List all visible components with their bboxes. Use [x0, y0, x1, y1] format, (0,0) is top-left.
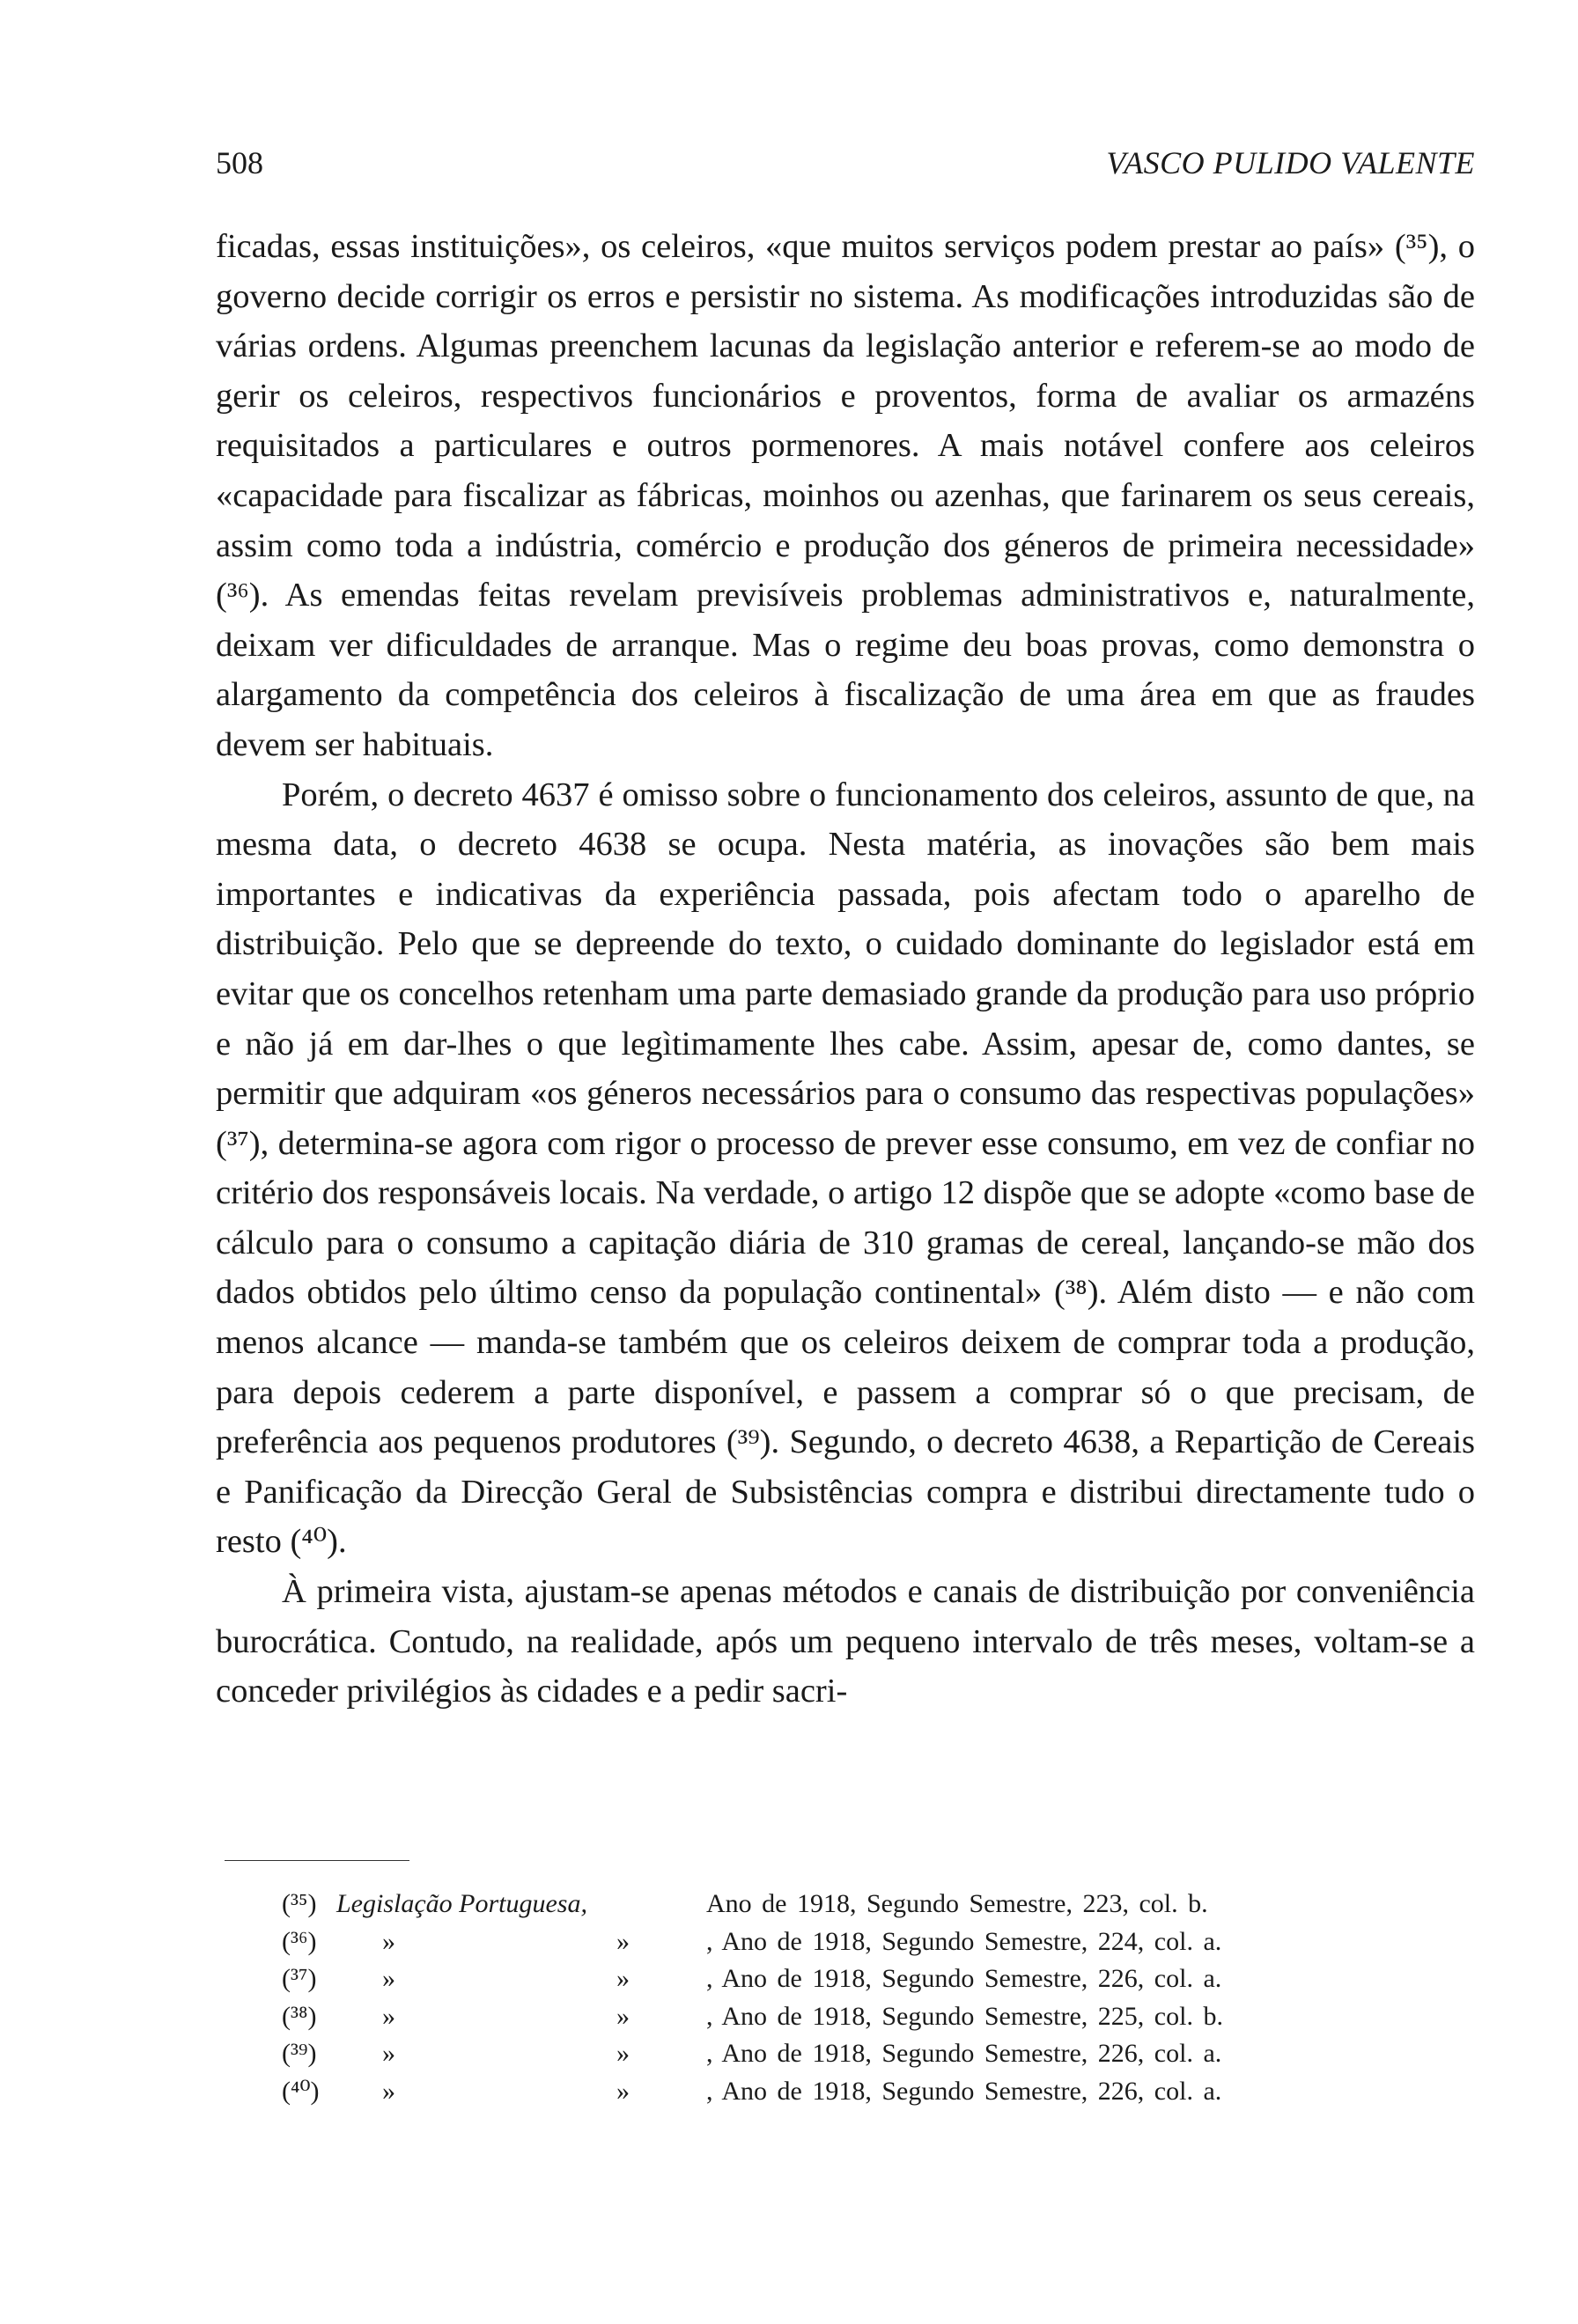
page-header — [216, 143, 1475, 182]
footnote-number: (³⁹) — [282, 2039, 317, 2068]
body-text — [216, 222, 1475, 1717]
ditto-mark: » — [382, 2001, 395, 2031]
paragraph: ficadas, essas instituições», os celeiros, «que muitos serviços podem prestar ao país» (³⁵), o governo decide corrigir os erros e persistir no sistema. As modificações introduzidas são de várias ordens. Algumas preenchem lacunas da legislação anterior e referem-se ao modo de gerir os celeiros, respectivos funcionários e proventos, forma de avaliar os armazéns requisitados a particulares e outros pormenores. A mais notável confere aos celeiros «capacidade para fiscalizar as fábricas, moinhos ou azenhas, que farinarem os seus cereais, assim como toda a indústria, comércio e produção dos géneros de primeira necessidade» (³⁶). As emendas feitas revelam previsíveis problemas administrativos e, naturalmente, deixam ver dificuldades de arranque. Mas o regime deu boas provas, como demonstra o alargamento da competência dos celeiros à fiscalização de uma área em que as fraudes devem ser habituais. — [216, 228, 1475, 763]
ditto-mark: » — [616, 1926, 630, 1956]
footnote-reference: , Ano de 1918, Segundo Semestre, 226, col. a. — [706, 2076, 1222, 2106]
footnote-number: (⁴⁰) — [282, 2076, 320, 2106]
footnote-reference: , Ano de 1918, Segundo Semestre, 224, col. a. — [706, 1926, 1222, 1956]
ditto-mark: » — [382, 2039, 395, 2068]
footnote-reference: , Ano de 1918, Segundo Semestre, 225, col. b. — [706, 2001, 1223, 2031]
ditto-mark: » — [616, 2039, 630, 2068]
footnotes — [282, 1886, 1223, 2110]
ditto-marks — [336, 2035, 706, 2073]
ditto-mark: » — [616, 1964, 630, 1993]
ditto-mark: » — [382, 1926, 395, 1956]
ditto-mark: » — [382, 1964, 395, 1993]
running-head: VASCO PULIDO VALENTE — [1106, 145, 1475, 180]
ditto-marks — [336, 1960, 706, 1998]
footnote-source-title: Legislação Portuguesa, — [336, 1889, 587, 1918]
footnote-separator — [225, 1860, 409, 1861]
paragraph: Porém, o decreto 4637 é omisso sobre o funcionamento dos celeiros, assunto de que, na mesma data, o decreto 4638 se ocupa. Nesta matéria, as inovações são bem mais importantes e indicativas da experiência passada, pois afectam todo o aparelho de distribuição. Pelo que se depreende do texto, o cuidado dominante do legislador está em evitar que os concelhos retenham uma parte demasiado grande da produção para uso próprio e não já em dar-lhes o que legìtimamente lhes cabe. Assim, apesar de, como dantes, se permitir que adquiram «os géneros necessários para o consumo das respectivas populações» (³⁷), determina-se agora com rigor o processo de prever esse consumo, em vez de confiar no critério dos responsáveis locais. Na verdade, o artigo 12 dispõe que se adopte «como base de cálculo para o consumo a capitação diária de 310 gramas de cereal, lançando-se mão dos dados obtidos pelo último censo da população continental» (³⁸). Além disto — e não com menos alcance — manda-se também que os celeiros deixem de comprar toda a produção, para depois cederem a parte disponível, e passem a comprar só o que precisam, de preferência aos pequenos produtores (³⁹). Segundo, o decreto 4638, a Repartição de Cereais e Panificação da Direcção Geral de Subsistências compra e distribui directamente tudo o resto (⁴⁰). — [216, 776, 1475, 1561]
footnote-reference: Ano de 1918, Segundo Semestre, 223, col. b. — [706, 1889, 1208, 1918]
ditto-mark: » — [616, 2001, 630, 2031]
ditto-mark: » — [382, 2076, 395, 2106]
footnote — [282, 1886, 1223, 1923]
ditto-marks — [336, 1998, 706, 2036]
footnote-number: (³⁸) — [282, 2001, 317, 2031]
footnote-reference: , Ano de 1918, Segundo Semestre, 226, col. a. — [706, 1964, 1222, 1993]
footnote-reference: , Ano de 1918, Segundo Semestre, 226, col. a. — [706, 2039, 1222, 2068]
ditto-marks — [336, 1923, 706, 1961]
footnote — [282, 1998, 1223, 2036]
ditto-marks — [336, 2073, 706, 2111]
ditto-mark: » — [616, 2076, 630, 2106]
footnote — [282, 2035, 1223, 2073]
footnote — [282, 1923, 1223, 1961]
footnote-number: (³⁷) — [282, 1964, 317, 1993]
footnote — [282, 2073, 1223, 2111]
footnote — [282, 1960, 1223, 1998]
page-number: 508 — [216, 145, 263, 180]
footnote-number: (³⁶) — [282, 1926, 317, 1956]
paragraph: À primeira vista, ajustam-se apenas métodos e canais de distribuição por conveniência burocrática. Contudo, na realidade, após um pequeno intervalo de três meses, voltam-se a conceder privilégios às cidades e a pedir sacri- — [216, 1573, 1475, 1710]
footnote-number: (³⁵) — [282, 1889, 317, 1918]
